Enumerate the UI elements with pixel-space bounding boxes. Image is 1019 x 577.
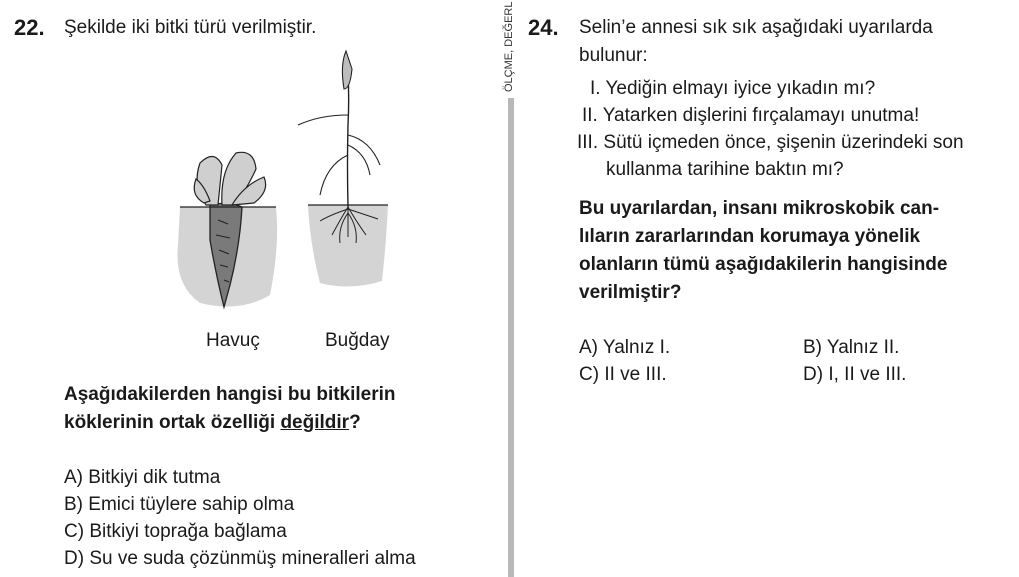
statement-2: II. Yatarken dişlerini fırçalamayı unutma! (582, 105, 920, 126)
statement-1: I. Yediğin elmayı iyice yıkadın mı? (590, 78, 876, 99)
q24-option-b[interactable]: B) Yalnız II. (803, 337, 900, 358)
q22-option-b[interactable]: B) Emici tüylere sahip olma (64, 494, 295, 515)
question-22-prompt-line1: Aşağıdakilerden hangisi bu bitkilerin (64, 384, 396, 405)
question-22-prompt-line2: köklerinin ortak özelliği değildir? (64, 412, 361, 433)
question-24-prompt-line3: olanların tümü aşağıdakilerin hangisinde (579, 254, 948, 275)
question-24-stem-line2: bulunur: (579, 45, 648, 66)
plants-illustration (170, 45, 410, 330)
question-24-prompt-line1: Bu uyarılardan, insanı mikroskobik can- (579, 198, 940, 219)
wheat-ear (342, 51, 352, 89)
wheat-leaves (298, 115, 380, 195)
question-24-prompt-line2: lıların zararlarından korumaya yönelik (579, 226, 921, 247)
q22-option-a[interactable]: A) Bitkiyi dik tutma (64, 467, 221, 488)
statement-3: III. Sütü içmeden önce, şişenin üzerindeki son (577, 132, 964, 153)
q24-option-c[interactable]: C) II ve III. (579, 364, 667, 385)
plant-label-wheat: Buğday (325, 330, 390, 351)
q22-option-d[interactable]: D) Su ve suda çözünmüş mineralleri alma (64, 548, 416, 569)
plant-label-carrot: Havuç (206, 330, 260, 351)
emphasis-negation: değildir (280, 412, 350, 433)
q24-option-d[interactable]: D) I, II ve III. (803, 364, 907, 385)
question-24-stem-line1: Selin’e annesi sık sık aşağıdaki uyarılarda (579, 17, 933, 38)
q24-option-a[interactable]: A) Yalnız I. (579, 337, 671, 358)
side-label: ÖLÇME, DEĞERL (503, 1, 515, 92)
q22-option-c[interactable]: C) Bitkiyi toprağa bağlama (64, 521, 287, 542)
question-24-prompt-line4: verilmiştir? (579, 282, 682, 303)
question-24-number: 24. (528, 15, 559, 40)
question-22-stem: Şekilde iki bitki türü verilmiştir. (64, 17, 317, 38)
statement-3-continued: kullanma tarihine baktın mı? (606, 159, 844, 180)
question-22-number: 22. (14, 15, 45, 40)
column-divider (508, 98, 514, 577)
carrot-leaves (194, 152, 265, 205)
